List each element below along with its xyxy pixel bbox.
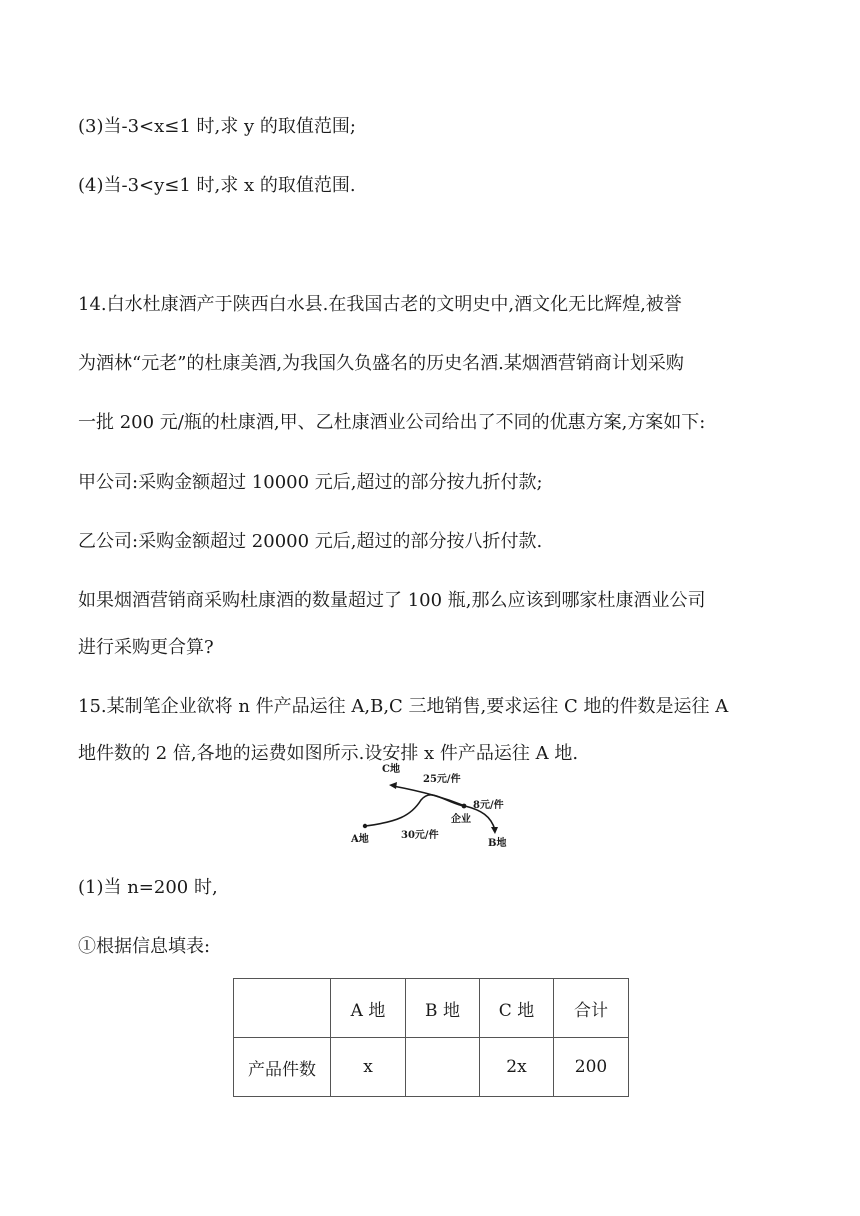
table-cell: x: [331, 1038, 406, 1097]
table-row: [234, 1038, 629, 1097]
fill-in-table: [233, 978, 629, 1097]
fee-a: 30元/件: [401, 830, 439, 841]
text-line-q15-part1: (1)当 n=200 时,: [78, 877, 218, 898]
label-a: A地: [351, 834, 369, 845]
text-line-q14-2: 为酒林“元老”的杜康美酒,为我国久负盛名的历史名酒.某烟酒营销商计划采购: [78, 353, 684, 374]
point-enterprise: [462, 804, 467, 809]
text-line-q14-1: 14.白水杜康酒产于陕西白水县.在我国古老的文明史中,酒文化无比辉煌,被誉: [78, 294, 682, 315]
text-line-q13-3: (3)当-3<x≤1 时,求 y 的取值范围;: [78, 116, 356, 137]
text-line-q14-3: 一批 200 元/瓶的杜康酒,甲、乙杜康酒业公司给出了不同的优惠方案,方案如下:: [78, 412, 706, 433]
label-b: B地: [488, 838, 507, 849]
table-cell: 2x: [480, 1038, 554, 1097]
table-cell: [234, 979, 331, 1038]
arrow-b: [491, 827, 498, 834]
fee-b: 8元/件: [473, 800, 504, 811]
table-cell: B 地: [406, 979, 480, 1038]
text-line-q14-jia: 甲公司:采购金额超过 10000 元后,超过的部分按九折付款;: [78, 472, 543, 493]
text-line-q15-fill-table: ①根据信息填表:: [78, 936, 211, 957]
label-c: C地: [382, 764, 400, 775]
arrow-c: [389, 782, 397, 789]
text-line-q14-yi: 乙公司:采购金额超过 20000 元后,超过的部分按八折付款.: [78, 531, 543, 552]
table-cell: 合计: [554, 979, 629, 1038]
text-line-q14-question-2: 进行采购更合算?: [78, 637, 214, 658]
text-line-q14-question-1: 如果烟酒营销商采购杜康酒的数量超过了 100 瓶,那么应该到哪家杜康酒业公司: [78, 590, 706, 611]
text-line-q15-2: 地件数的 2 倍,各地的运费如图所示.设安排 x 件产品运往 A 地.: [78, 743, 579, 764]
table-cell: C 地: [480, 979, 554, 1038]
text-line-q15-1: 15.某制笔企业欲将 n 件产品运往 A,B,C 三地销售,要求运往 C 地的件数是运往 A: [78, 696, 729, 717]
table-header-row: [234, 979, 629, 1038]
text-line-q13-4: (4)当-3<y≤1 时,求 x 的取值范围.: [78, 175, 356, 196]
label-enterprise: 企业: [451, 814, 471, 825]
point-a: [363, 824, 367, 828]
table-cell: 200: [554, 1038, 629, 1097]
table-cell-blank: [406, 1038, 480, 1097]
table-cell: A 地: [331, 979, 406, 1038]
fee-c: 25元/件: [423, 774, 461, 785]
table-cell: 产品件数: [234, 1038, 331, 1097]
shipping-diagram: [345, 758, 515, 850]
